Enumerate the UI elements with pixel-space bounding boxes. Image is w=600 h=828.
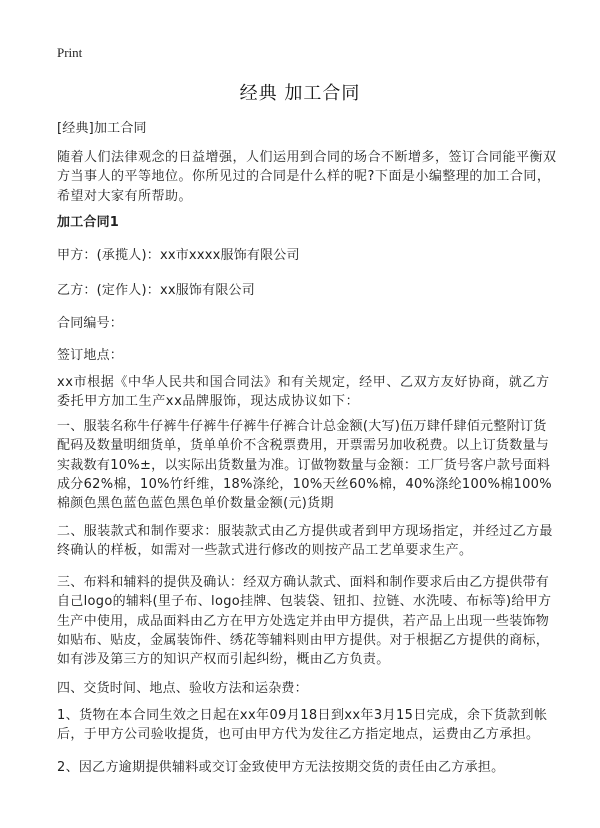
signing-place-line: 签订地点： bbox=[57, 348, 124, 363]
intro-paragraph: 随着人们法律观念的日益增强，人们运用到合同的场合不断增多，签订合同能平衡双方当事人的平等地位。你所见过的合同是什么样的呢?下面是小编整理的加工合同，希望对大家有所帮助。 bbox=[57, 150, 557, 204]
party-b-line: 乙方：(定作人)：xx服饰有限公司 bbox=[57, 283, 255, 298]
law-basis-paragraph: xx市根据《中华人民共和国合同法》和有关规定，经甲、乙双方友好协商，就乙方委托甲方加工生产xx品牌服饰，现达成协议如下： bbox=[57, 375, 550, 410]
document-title: 经典 加工合同 bbox=[239, 83, 361, 104]
clause-two-paragraph: 二、服装款式和制作要求：服装款式由乙方提供或者到甲方现场指定，并经过乙方最终确认的样板，如需对一些款式进行修改的则按产品工艺单要求生产。 bbox=[57, 524, 553, 559]
party-a-line: 甲方：(承揽人)：xx市xxxx服饰有限公司 bbox=[57, 248, 300, 263]
clause-four-item-1: 1、货物在本合同生效之日起在xx年09月18日到xx年3月15日完成，余下货款到帐后，于甲方公司验收提货，也可由甲方代为发往乙方指定地点，运费由乙方承担。 bbox=[57, 708, 548, 743]
clause-four-heading: 四、交货时间、地点、验收方法和运杂费： bbox=[57, 681, 308, 696]
section-heading: 加工合同1 bbox=[57, 215, 120, 230]
document-subtitle: [经典]加工合同 bbox=[57, 121, 147, 136]
contract-number-line: 合同编号： bbox=[57, 316, 124, 331]
print-link[interactable]: Print bbox=[57, 45, 83, 60]
clause-three-paragraph: 三、布料和辅料的提供及确认：经双方确认款式、面料和制作要求后由乙方提供带有自己logo的辅料(里子布、logo挂牌、包装袋、钮扣、拉链、水洗唛、布标等)给甲方生产中使用，成品面料由乙方在甲方处选定并由甲方提供，若产品上出现一些装饰物如贴布、贴皮，金属装饰件、绣花等辅料则由甲方提供。对于根据乙方提供的商标，如有涉及第三方的知识产权而引起纠纷，概由乙方负责。 bbox=[57, 575, 552, 668]
clause-four-item-2: 2、因乙方逾期提供辅料或交订金致使甲方无法按期交货的责任由乙方承担。 bbox=[57, 760, 505, 775]
clause-one-paragraph: 一、服装名称牛仔裤牛仔裤牛仔裤牛仔裤合计总金额(大写)伍万肆仟肆佰元整附订货配码及数量明细货单，货单单价不含税票费用，开票需另加收税费。以上订货数量与实裁数有10%±，以实际出货数量为准。订做物数量与金额：工厂货号客户款号面料成分62%棉，10%竹纤维，18%涤纶，10%天丝60%棉，40%涤纶100%棉100%棉颜色黑色蓝色蓝色黑色单价数量金额(元)货期 bbox=[57, 419, 552, 512]
